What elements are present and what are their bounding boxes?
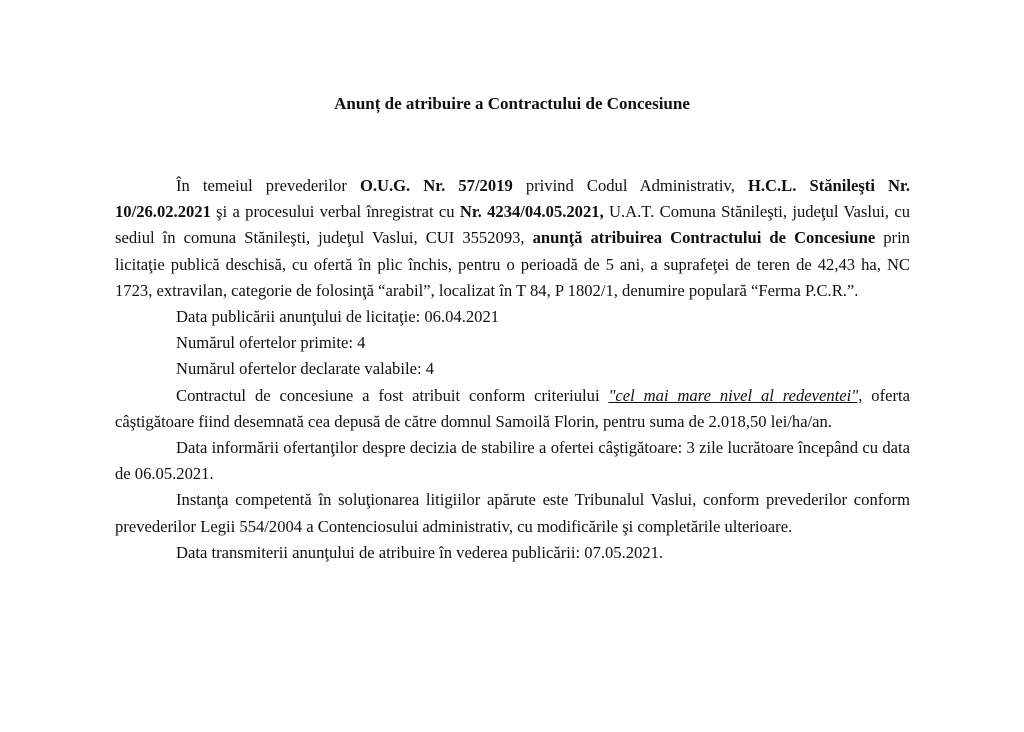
paragraph-valid-offers: Numărul ofertelor declarate valabile: 4	[176, 359, 434, 379]
text-segment: Contractul de concesiune a fost atribuit conform criteriului	[176, 385, 609, 405]
paragraph-legal-basis	[115, 173, 910, 304]
text-segment: În temeiul prevederilor	[176, 176, 360, 195]
paragraph-offers-received: Numărul ofertelor primite: 4	[176, 333, 366, 353]
minutes-reference: Nr. 4234/04.05.2021,	[459, 202, 604, 222]
announcement-statement: anunţă atribuirea Contractului de Concesiune	[532, 228, 876, 248]
paragraph-publication-date: Data publicării anunţului de licitaţie: 06.04.2021	[176, 307, 500, 327]
paragraph-competent-court: Instanţa competentă în soluţionarea litigiilor apărute este Tribunalul Vaslui, conform prevederilor conform prevederilor Legii 554/2004 a Contenciosului administrativ, cu modificările şi completările ulterioare.	[115, 490, 910, 536]
award-criterion: "cel mai mare nivel al redeventei",	[608, 385, 863, 405]
text-segment: prin licitaţie publică deschisă, cu ofertă în plic închis, pentru o perioadă de 5 ani, a suprafeţei de teren de 42,43 ha, NC 1723, extravilan, categorie de folosinţă “arabil”, localizat în T 84, P 1802/1, denumire populară “Ferma P.C.R.”.	[115, 228, 910, 300]
paragraph-transmission-date: Data transmiterii anunţului de atribuire în vederea publicării: 07.05.2021.	[176, 542, 664, 562]
document-title: Anunț de atribuire a Contractului de Concesiune	[334, 94, 690, 113]
text-segment: şi a procesului verbal înregistrat cu	[210, 202, 460, 222]
document-body	[115, 173, 910, 566]
hcl-reference: H.C.L. Stănileşti Nr. 10/26.02.2021	[115, 176, 910, 222]
oug-reference: O.U.G. Nr. 57/2019	[359, 176, 513, 195]
paragraph-bidder-notification: Data informării ofertanţilor despre decizia de stabilire a ofertei câştigătoare: 3 zile lucrătoare începând cu data de 06.05.2021.	[115, 438, 910, 484]
paragraph-award-criterion	[115, 383, 910, 435]
text-segment: privind Codul Administrativ,	[512, 176, 748, 195]
text-segment: oferta câştigătoare fiind desemnată cea depusă de către domnul Samoilă Florin, pentru suma de 2.018,50 lei/ha/an.	[115, 385, 910, 431]
text-segment: U.A.T. Comuna Stănileşti, judeţul Vaslui, cu sediul în comuna Stănileşti, judeţul Vaslui, CUI 3552093,	[115, 202, 910, 248]
